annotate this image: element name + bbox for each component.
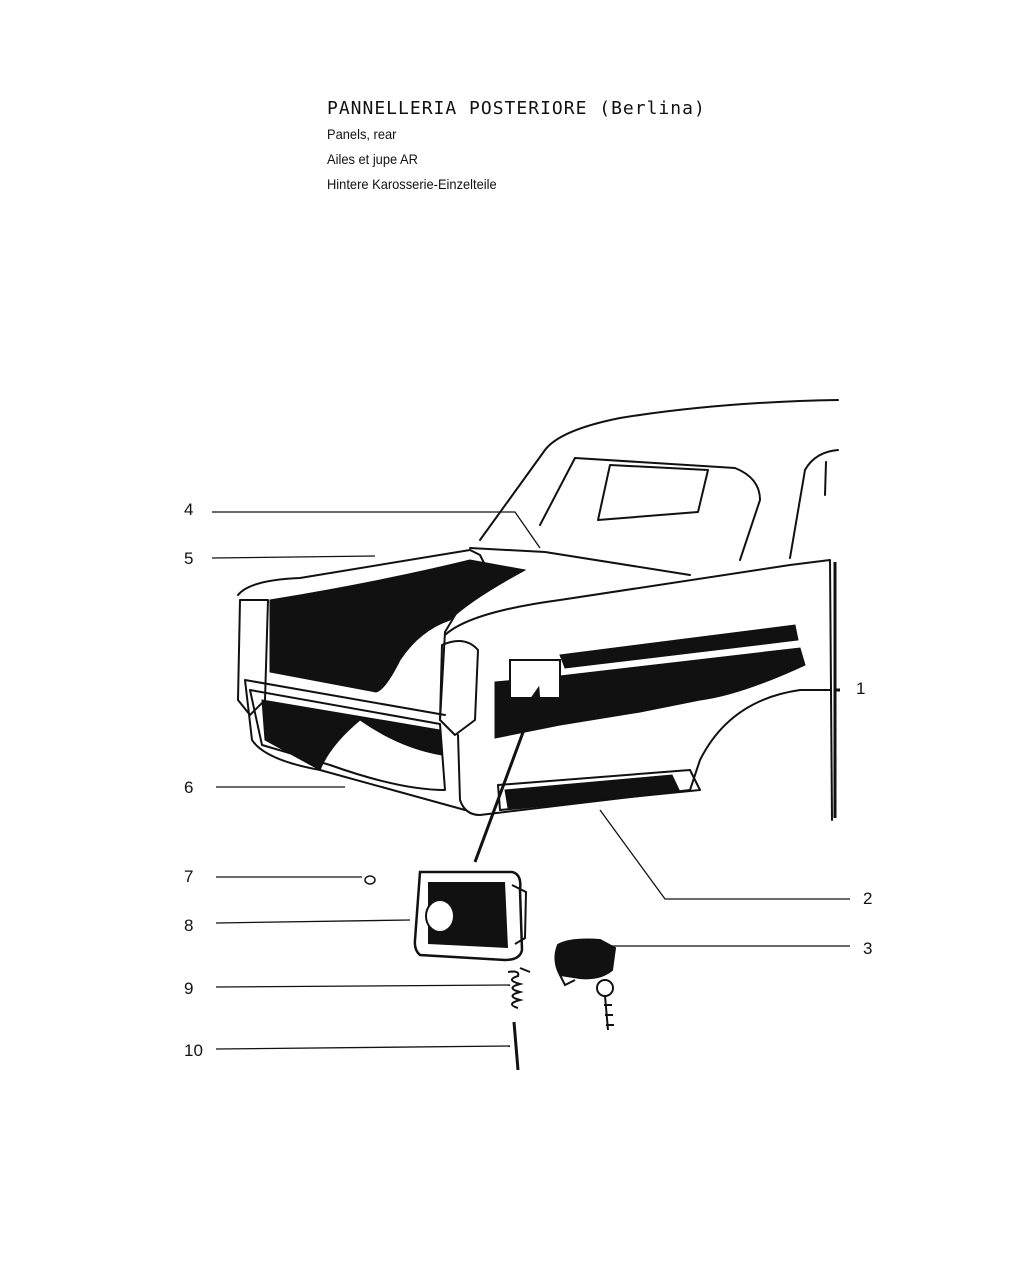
c-pillar-inner bbox=[825, 462, 826, 495]
callout-4: 4 bbox=[184, 500, 194, 519]
leader-9 bbox=[216, 985, 510, 987]
screw-part-7 bbox=[365, 876, 375, 884]
callout-8: 8 bbox=[184, 916, 194, 935]
spring-part-9 bbox=[508, 968, 530, 1008]
callout-9: 9 bbox=[184, 979, 194, 998]
callout-3: 3 bbox=[863, 939, 873, 958]
leader-2 bbox=[600, 810, 850, 899]
leader-4 bbox=[212, 512, 540, 548]
subtitle-german: Hintere Karosserie-Einzelteile bbox=[327, 176, 497, 192]
subtitle-english: Panels, rear bbox=[327, 126, 397, 142]
leader-5 bbox=[212, 556, 375, 558]
callout-10: 10 bbox=[184, 1041, 203, 1060]
left-tail-light bbox=[238, 600, 268, 715]
callout-1: 1 bbox=[856, 679, 866, 698]
right-tail-light bbox=[440, 641, 478, 735]
roof-outline bbox=[480, 400, 838, 540]
c-pillar bbox=[790, 450, 838, 558]
page-title: PANNELLERIA POSTERIORE (Berlina) bbox=[327, 98, 706, 119]
rear-window-inner bbox=[598, 465, 708, 520]
bracket-item-1 bbox=[835, 562, 840, 818]
subtitle-french: Ailes et jupe AR bbox=[327, 151, 418, 167]
callout-5: 5 bbox=[184, 549, 194, 568]
sill-shade bbox=[505, 775, 680, 808]
callout-2: 2 bbox=[863, 889, 873, 908]
leader-8 bbox=[216, 920, 410, 923]
callout-6: 6 bbox=[184, 778, 194, 797]
callout-7: 7 bbox=[184, 867, 194, 886]
trunk-interior-shade bbox=[270, 560, 525, 692]
fuel-flap-part-8 bbox=[415, 872, 526, 960]
rear-window-outline bbox=[540, 458, 760, 560]
lock-part-3 bbox=[555, 940, 615, 1030]
leader-10 bbox=[216, 1046, 510, 1049]
rod-part-10 bbox=[514, 1022, 518, 1070]
